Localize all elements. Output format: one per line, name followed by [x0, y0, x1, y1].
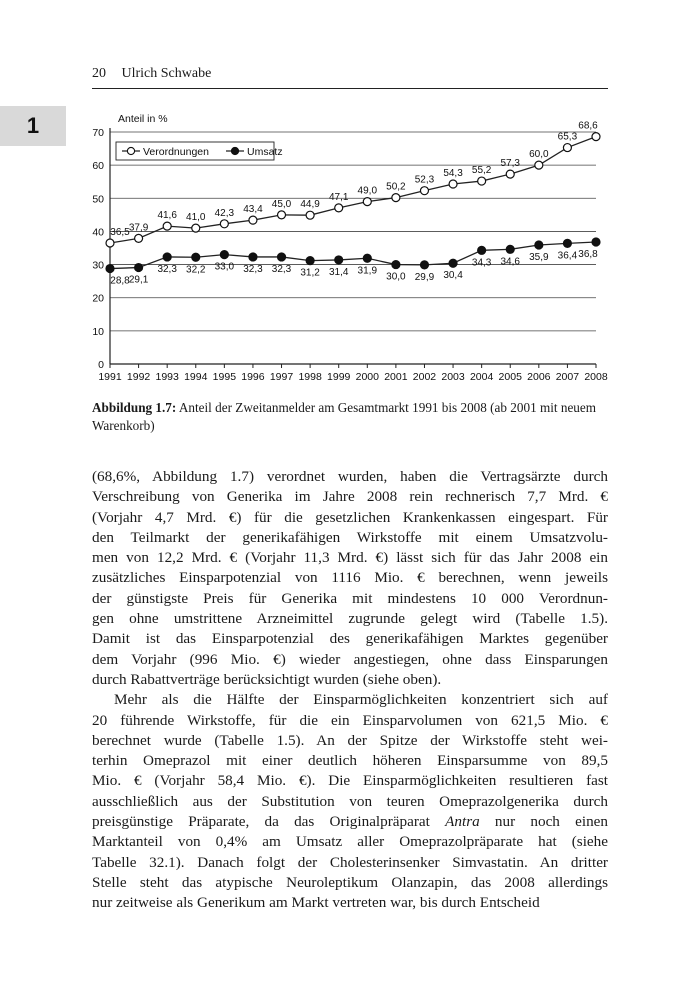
- legend-label: Verordnungen: [143, 146, 209, 158]
- header-rule: [92, 88, 608, 89]
- data-point: [363, 254, 371, 262]
- data-point: [420, 187, 428, 195]
- data-label: 30,4: [443, 270, 463, 282]
- data-label: 44,9: [300, 199, 320, 211]
- paragraph-1: [92, 467, 608, 690]
- text-line: Mehr als die Hälfte der Einsparmöglichkeiten konzentriert sich auf: [114, 691, 608, 709]
- legend-marker: [127, 147, 134, 154]
- text-line: Verschreibung von Generika im Jahre 2008 rein rechnerisch 7,7 Mrd. €: [92, 488, 608, 506]
- data-point: [392, 261, 400, 269]
- data-label: 60,0: [529, 149, 549, 161]
- data-point: [163, 253, 171, 261]
- data-label: 34,3: [471, 257, 492, 269]
- text-line: Damit ist das Einsparpotenzial des generikafähigen Marktes gegenüber: [92, 630, 608, 648]
- text-line: nur zeitweise als Generikum am Markt vertreten war, bis durch Entscheid: [92, 894, 540, 912]
- data-label: 35,9: [529, 252, 549, 264]
- text-line: Mio. € (Vorjahr 58,4 Mio. €). Die Einsparmöglichkeiten resultieren fast: [92, 772, 608, 790]
- data-point: [192, 253, 200, 261]
- page-number: 20: [92, 66, 106, 81]
- data-label: 50,2: [386, 181, 406, 193]
- x-tick-label: 2006: [527, 371, 551, 383]
- data-label: 55,2: [471, 165, 492, 177]
- data-label: 31,2: [300, 267, 320, 279]
- product-name: Antra: [445, 813, 480, 831]
- y-axis-title: Anteil in %: [118, 113, 168, 125]
- data-point: [135, 234, 143, 242]
- text-line: dem Vorjahr (996 Mio. €) wieder angestiegen, ohne dass Einsparungen: [92, 650, 608, 668]
- data-point: [535, 241, 543, 249]
- data-point: [106, 239, 114, 247]
- data-label: 49,0: [357, 185, 378, 197]
- data-label: 33,0: [214, 261, 235, 273]
- line-chart: [80, 108, 616, 388]
- data-point: [592, 133, 600, 141]
- data-label: 32,3: [157, 263, 177, 275]
- text-line: (Vorjahr 4,7 Mrd. €) für die gesetzlichen Krankenkassen eingespart. Für: [92, 508, 608, 526]
- data-label: 68,6: [578, 120, 598, 132]
- text-line: der günstigste Preis für Generika mit mindestens 10 000 Verordnun-: [92, 589, 608, 607]
- x-tick-label: 2000: [355, 371, 379, 383]
- legend-label: Umsatz: [247, 146, 283, 158]
- data-label: 29,1: [128, 274, 149, 286]
- x-tick-label: 2007: [555, 371, 580, 383]
- running-header: [92, 66, 608, 82]
- data-label: 32,3: [271, 263, 292, 275]
- data-label: 29,9: [414, 271, 435, 283]
- data-label: 36,5: [110, 227, 130, 239]
- data-point: [506, 245, 514, 253]
- data-label: 36,8: [578, 249, 598, 261]
- data-label: 34,6: [500, 256, 520, 268]
- x-tick-label: 1999: [327, 371, 351, 383]
- y-tick-label: 20: [92, 292, 104, 305]
- text-line: men von 12,2 Mrd. € (Vorjahr 11,3 Mrd. €) lässt sich für das Jahr 2008 ein: [92, 549, 608, 567]
- data-point: [363, 198, 371, 206]
- data-label: 32,3: [243, 263, 263, 275]
- y-tick-label: 30: [92, 259, 104, 272]
- text-line: Stelle steht das atypische Neuroleptikum Olanzapin, das 2008 allerdings: [92, 873, 608, 891]
- data-label: 41,6: [157, 210, 177, 222]
- text-line: Marktanteil von 0,4% am Umsatz aller Omeprazolpräparate hat (siehe: [92, 833, 608, 851]
- caption-label: Abbildung 1.7:: [92, 400, 177, 415]
- data-point: [106, 265, 114, 273]
- text-line: 20 führende Wirkstoffe, für die ein Einsparvolumen von 621,5 Mio. €: [92, 711, 608, 729]
- data-point: [392, 194, 400, 202]
- data-label: 65,3: [557, 131, 578, 143]
- data-point: [249, 216, 257, 224]
- data-point: [478, 246, 486, 254]
- figure-caption: [92, 399, 612, 435]
- y-tick-label: 50: [92, 193, 104, 206]
- x-tick-label: 1998: [298, 371, 322, 383]
- data-label: 54,3: [443, 168, 463, 180]
- data-label: 45,0: [271, 198, 292, 210]
- text-line: den Teilmarkt der generikafähigen Wirkstoffe mit einem Umsatzvolu-: [92, 528, 608, 546]
- data-point: [478, 177, 486, 185]
- data-point: [449, 259, 457, 267]
- data-point: [220, 251, 228, 259]
- data-point: [420, 261, 428, 269]
- data-label: 57,3: [500, 158, 520, 170]
- text-line: berechnet wurde (Tabelle 1.5). An der Spitze der Wirkstoffe steht wei-: [92, 731, 608, 749]
- text-line: Tabelle 32.1). Danach folgt der Cholesterinsenker Simvastatin. An dritter: [92, 853, 608, 871]
- x-tick-label: 1991: [98, 371, 122, 383]
- y-tick-label: 0: [98, 359, 104, 371]
- data-point: [449, 180, 457, 188]
- x-tick-label: 1995: [212, 371, 237, 383]
- text-line: gen ohne umstrittene Arzneimittel zugrunde gelegt wird (Tabelle 1.5).: [92, 610, 608, 628]
- y-tick-label: 70: [92, 127, 104, 139]
- data-point: [335, 204, 343, 212]
- data-label: 41,0: [186, 212, 206, 224]
- data-point: [563, 144, 571, 152]
- data-label: 31,9: [357, 265, 378, 277]
- text-line: (68,6%, Abbildung 1.7) verordnet wurden, haben die Vertragsärzte durch: [92, 468, 608, 485]
- data-label: 42,3: [214, 207, 235, 219]
- y-tick-label: 10: [92, 325, 104, 338]
- data-point: [278, 253, 286, 261]
- y-tick-label: 40: [92, 226, 104, 239]
- data-label: 28,8: [110, 275, 130, 287]
- x-tick-label: 1996: [241, 371, 265, 383]
- x-tick-label: 1997: [269, 371, 294, 383]
- text-line: ausschließlich aus der Substitution von teuren Omeprazolgenerika durch: [92, 792, 608, 810]
- legend-marker: [231, 147, 238, 154]
- data-label: 52,3: [414, 174, 435, 186]
- data-point: [535, 161, 543, 169]
- chapter-number: 1: [26, 113, 40, 138]
- data-point: [335, 256, 343, 264]
- text-line: zusätzliches Einsparpotenzial von 1116 Mio. € berechnen, wenn jeweils: [92, 569, 608, 587]
- data-label: 32,2: [186, 264, 206, 276]
- data-label: 31,4: [328, 266, 349, 278]
- x-tick-label: 2008: [584, 371, 608, 383]
- data-point: [306, 211, 314, 219]
- x-tick-label: 1994: [184, 371, 208, 383]
- data-point: [278, 211, 286, 219]
- text-line: preisgünstige Präparate, da das Originalpräparat Antra nur noch einen: [92, 813, 609, 831]
- caption-text: Anteil der Zweitanmelder am Gesamtmarkt 1991 bis 2008 (ab 2001 mit neuem Warenkorb): [92, 400, 596, 433]
- author-name: Ulrich Schwabe: [121, 66, 212, 81]
- data-point: [592, 238, 600, 246]
- data-point: [163, 222, 171, 230]
- data-point: [220, 220, 228, 228]
- x-tick-label: 1993: [155, 371, 179, 383]
- x-tick-label: 2001: [384, 371, 408, 383]
- data-point: [135, 264, 143, 272]
- x-tick-label: 2004: [469, 371, 494, 383]
- paragraph-2: [92, 690, 608, 913]
- body-text: [92, 467, 608, 914]
- data-label: 47,1: [328, 191, 349, 203]
- x-tick-label: 1992: [126, 371, 151, 383]
- chapter-tab: [0, 106, 66, 146]
- x-tick-label: 2005: [498, 371, 522, 383]
- data-label: 37,9: [128, 222, 149, 234]
- data-label: 36,4: [557, 250, 578, 262]
- y-tick-label: 60: [92, 160, 104, 173]
- data-point: [192, 224, 200, 232]
- text-line: terhin Omeprazol mit einer deutlich höheren Einsparsumme von 89,5: [92, 752, 608, 770]
- data-point: [506, 170, 514, 178]
- data-label: 43,4: [243, 204, 263, 216]
- data-label: 30,0: [386, 271, 406, 283]
- x-tick-label: 2003: [441, 371, 465, 383]
- x-tick-label: 2002: [412, 371, 437, 383]
- data-point: [306, 257, 314, 265]
- text-line: durch Rabattverträge berücksichtigt wurden (siehe oben).: [92, 670, 442, 688]
- data-point: [563, 239, 571, 247]
- data-point: [249, 253, 257, 261]
